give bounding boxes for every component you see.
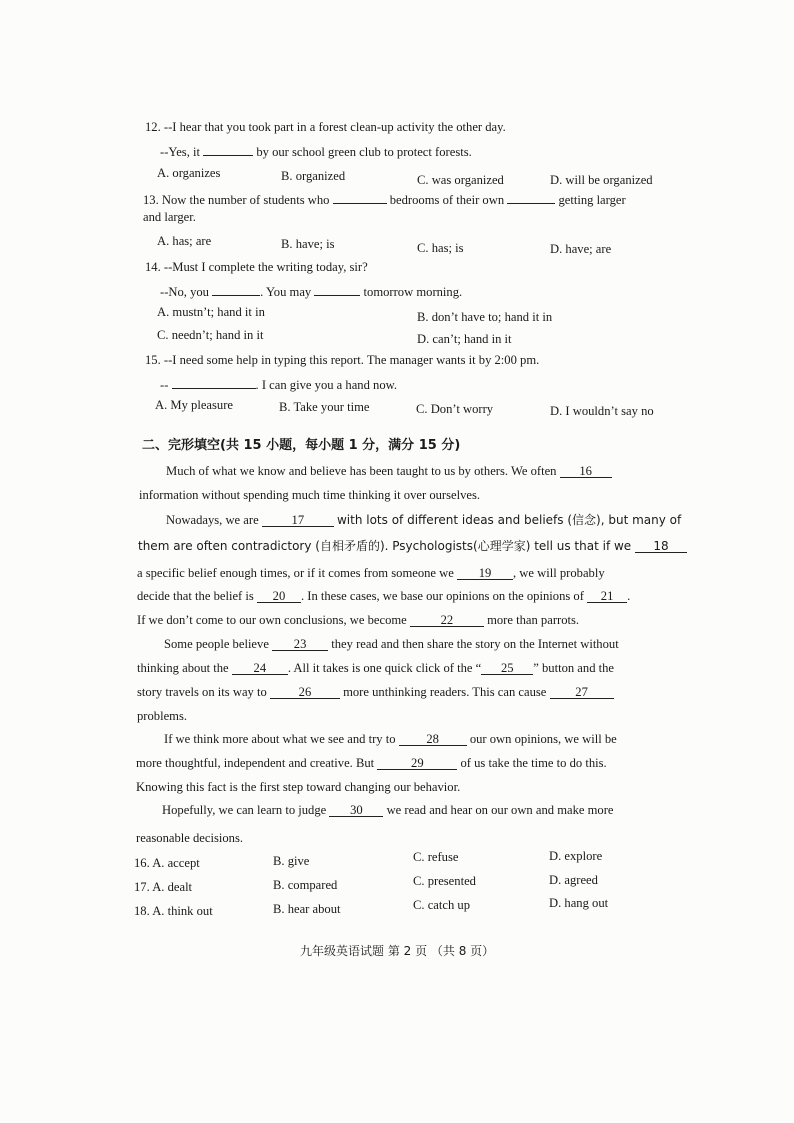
passage-line: information without spending much time thinking it over ourselves. xyxy=(139,488,481,502)
passage-text: our own opinions, we will be xyxy=(469,732,617,746)
blank-24: 24 xyxy=(232,661,288,675)
passage-line: problems. xyxy=(137,709,188,723)
q14-reply-part: . You may xyxy=(260,285,312,299)
q15-reply xyxy=(160,375,397,393)
passage-text: more than parrots. xyxy=(487,613,580,627)
passage-line xyxy=(166,463,612,479)
passage-line xyxy=(162,802,614,818)
passage-text: ” button and the xyxy=(533,661,615,675)
q13-stem-part: bedrooms of their own xyxy=(389,193,505,207)
q14-blank-2 xyxy=(314,282,360,296)
passage-line xyxy=(137,565,605,581)
passage-text: Some people believe xyxy=(164,637,269,651)
passage-text: of us take the time to do this. xyxy=(460,756,607,770)
q13-stem xyxy=(143,190,626,208)
q13-option-a: A. has; are xyxy=(157,234,212,248)
passage-text: thinking about the xyxy=(137,661,229,675)
passage-text: decide that the belief is xyxy=(137,589,254,603)
passage-text: . xyxy=(627,589,631,603)
q18-option-a: 18. A. think out xyxy=(134,904,213,918)
q17-option-d: D. agreed xyxy=(549,873,598,887)
passage-text: Nowadays, we are xyxy=(166,513,259,527)
blank-17: 17 xyxy=(262,513,334,527)
q13-blank-1 xyxy=(333,190,387,204)
q15-reply-part: . I can give you a hand now. xyxy=(255,378,398,392)
q12-option-b: B. organized xyxy=(281,169,346,183)
blank-21: 21 xyxy=(587,589,627,603)
q12-reply xyxy=(160,142,472,160)
q12-answer-blank xyxy=(203,142,253,156)
blank-16: 16 xyxy=(560,464,612,478)
q15-option-a: A. My pleasure xyxy=(155,398,233,412)
q13-option-b: B. have; is xyxy=(281,237,335,251)
q12-option-d: D. will be organized xyxy=(550,173,653,187)
passage-text: story travels on its way to xyxy=(137,685,267,699)
q13-stem-part: getting larger xyxy=(558,193,626,207)
blank-25: 25 xyxy=(481,661,533,675)
passage-text: they read and then share the story on the Internet without xyxy=(331,637,619,651)
blank-28: 28 xyxy=(399,732,467,746)
q14-option-b: B. don’t have to; hand it in xyxy=(417,310,553,324)
q14-reply-part: --No, you xyxy=(160,285,209,299)
q18-option-c: C. catch up xyxy=(413,898,471,912)
blank-19: 19 xyxy=(457,566,513,580)
passage-text: more thoughtful, independent and creative. But xyxy=(136,756,375,770)
q14-stem: 14. --Must I complete the writing today, sir? xyxy=(145,260,368,274)
q15-option-c: C. Don’t worry xyxy=(416,402,494,416)
q14-option-a: A. mustn’t; hand it in xyxy=(157,305,265,319)
q13-stem-cont: and larger. xyxy=(143,210,196,224)
q12-reply-part: --Yes, it xyxy=(160,145,201,159)
q14-reply xyxy=(160,282,462,300)
passage-line xyxy=(136,755,607,771)
q15-option-d: D. I wouldn’t say no xyxy=(550,404,654,418)
passage-text: If we don’t come to our own conclusions, we become xyxy=(137,613,407,627)
q12-reply-part: by our school green club to protect forests. xyxy=(256,145,472,159)
passage-text: with lots of different ideas and beliefs (信念), but many of xyxy=(336,513,682,527)
page-footer: 九年级英语试题 第 2 页 （共 8 页） xyxy=(300,944,495,958)
passage-text: . In these cases, we base our opinions on the opinions of xyxy=(300,589,584,603)
q12-stem: 12. --I hear that you took part in a forest clean-up activity the other day. xyxy=(145,120,506,134)
passage-text: we read and hear on our own and make more xyxy=(386,803,614,817)
blank-22: 22 xyxy=(410,613,484,627)
passage-line xyxy=(164,636,619,652)
q16-option-c: C. refuse xyxy=(413,850,459,864)
passage-text: them are often contradictory (自相矛盾的). Psychologists(心理学家) tell us that if we xyxy=(138,539,632,553)
q12-option-a: A. organizes xyxy=(157,166,221,180)
q13-option-c: C. has; is xyxy=(417,241,464,255)
q13-option-d: D. have; are xyxy=(550,242,612,256)
passage-line xyxy=(164,731,617,747)
q18-option-d: D. hang out xyxy=(549,896,609,910)
q16-option-b: B. give xyxy=(273,854,310,868)
q15-option-b: B. Take your time xyxy=(279,400,370,414)
passage-line xyxy=(137,684,614,700)
q15-stem: 15. --I need some help in typing this report. The manager wants it by 2:00 pm. xyxy=(145,353,540,367)
blank-18: 18 xyxy=(635,539,687,553)
q13-blank-2 xyxy=(507,190,555,204)
blank-29: 29 xyxy=(377,756,457,770)
q15-answer-blank xyxy=(172,375,256,389)
passage-line xyxy=(137,612,579,628)
passage-text: If we think more about what we see and try to xyxy=(164,732,396,746)
passage-line: Knowing this fact is the first step toward changing our behavior. xyxy=(136,780,461,794)
q16-option-a: 16. A. accept xyxy=(134,856,200,870)
passage-line xyxy=(166,512,681,528)
q18-option-b: B. hear about xyxy=(273,902,341,916)
q17-option-b: B. compared xyxy=(273,878,338,892)
q14-blank-1 xyxy=(212,282,260,296)
q12-option-c: C. was organized xyxy=(417,173,504,187)
passage-line xyxy=(137,660,614,676)
passage-line xyxy=(138,538,687,554)
passage-text: , we will probably xyxy=(513,566,605,580)
blank-26: 26 xyxy=(270,685,340,699)
passage-text: . All it takes is one quick click of the “ xyxy=(287,661,482,675)
q17-option-a: 17. A. dealt xyxy=(134,880,193,894)
blank-30: 30 xyxy=(329,803,383,817)
q15-reply-part: -- xyxy=(160,378,169,392)
blank-27: 27 xyxy=(550,685,614,699)
q13-stem-part: 13. Now the number of students who xyxy=(143,193,330,207)
q14-option-d: D. can’t; hand in it xyxy=(417,332,512,346)
q14-option-c: C. needn’t; hand in it xyxy=(157,328,264,342)
q14-reply-part: tomorrow morning. xyxy=(363,285,463,299)
passage-line xyxy=(137,588,630,604)
passage-text: a specific belief enough times, or if it comes from someone we xyxy=(137,566,454,580)
passage-text: Much of what we know and believe has been taught to us by others. We often xyxy=(166,464,557,478)
q16-option-d: D. explore xyxy=(549,849,603,863)
passage-line: reasonable decisions. xyxy=(136,831,244,845)
blank-23: 23 xyxy=(272,637,328,651)
section-2-heading: 二、完形填空(共 15 小题，每小题 1 分，满分 15 分) xyxy=(142,438,461,453)
q17-option-c: C. presented xyxy=(413,874,476,888)
blank-20: 20 xyxy=(257,589,301,603)
passage-text: Hopefully, we can learn to judge xyxy=(162,803,327,817)
passage-text: more unthinking readers. This can cause xyxy=(343,685,547,699)
